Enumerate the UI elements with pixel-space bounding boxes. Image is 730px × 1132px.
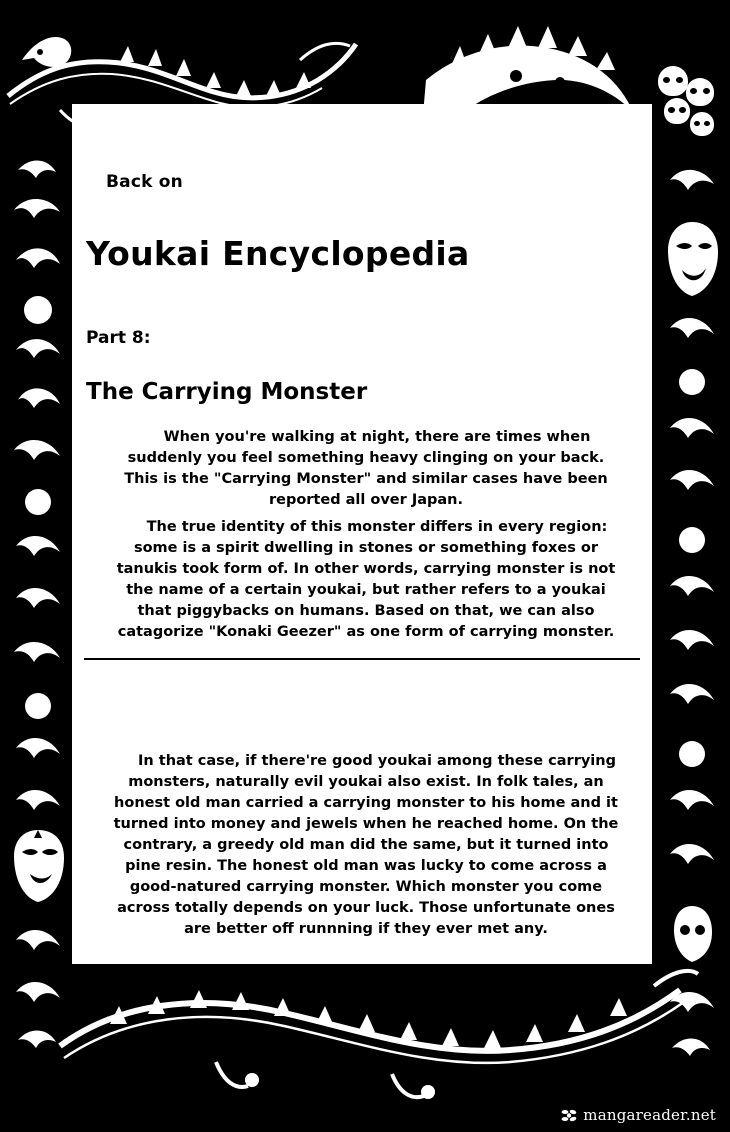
dragon-ornament-bottom bbox=[40, 950, 700, 1100]
right-border-ornament bbox=[654, 150, 730, 1080]
kicker-text: Back on bbox=[106, 172, 183, 192]
body-paragraph-3: In that case, if there're good youkai among these carrying monsters, naturally evil youkai also exist. In folk tales, an honest old man carried a carrying monster to his home and it turned into money and jewels when he reached home. On the contrary, a greedy old man did the same, but it turned into pine resin. The honest old man was lucky to come across a good-natured carrying monster. Which monster you come across totally depends on your luck. Those unfortunate ones are better off runnning if they ever met any. bbox=[113, 752, 619, 937]
page-title: Youkai Encyclopedia bbox=[86, 234, 470, 274]
article-paper bbox=[72, 104, 652, 964]
skull-cluster-ornament bbox=[650, 60, 728, 150]
part-label: Part 8: bbox=[86, 328, 151, 348]
site-credit bbox=[561, 1106, 716, 1124]
section-subtitle: The Carrying Monster bbox=[86, 379, 368, 406]
body-paragraph-2: The true identity of this monster differs in every region: some is a spirit dwelling in stones or something foxes or tanukis took form of. In other words, carrying monster is not the name of a certain youkai, but rather refers to a youkai that piggybacks on humans. Based on that, we can also catagorize "Konaki Geezer" as one form of carrying monster. bbox=[116, 518, 616, 640]
body-paragraph-1: When you're walking at night, there are times when suddenly you feel something heavy clinging on your back. This is the "Carrying Monster" and similar cases have been reported all over Japan. bbox=[124, 428, 608, 508]
left-border-ornament bbox=[0, 150, 76, 1080]
article-content bbox=[72, 104, 652, 964]
flower-icon bbox=[561, 1108, 578, 1123]
section-divider bbox=[84, 658, 640, 660]
credit-text: mangareader.net bbox=[583, 1106, 716, 1124]
